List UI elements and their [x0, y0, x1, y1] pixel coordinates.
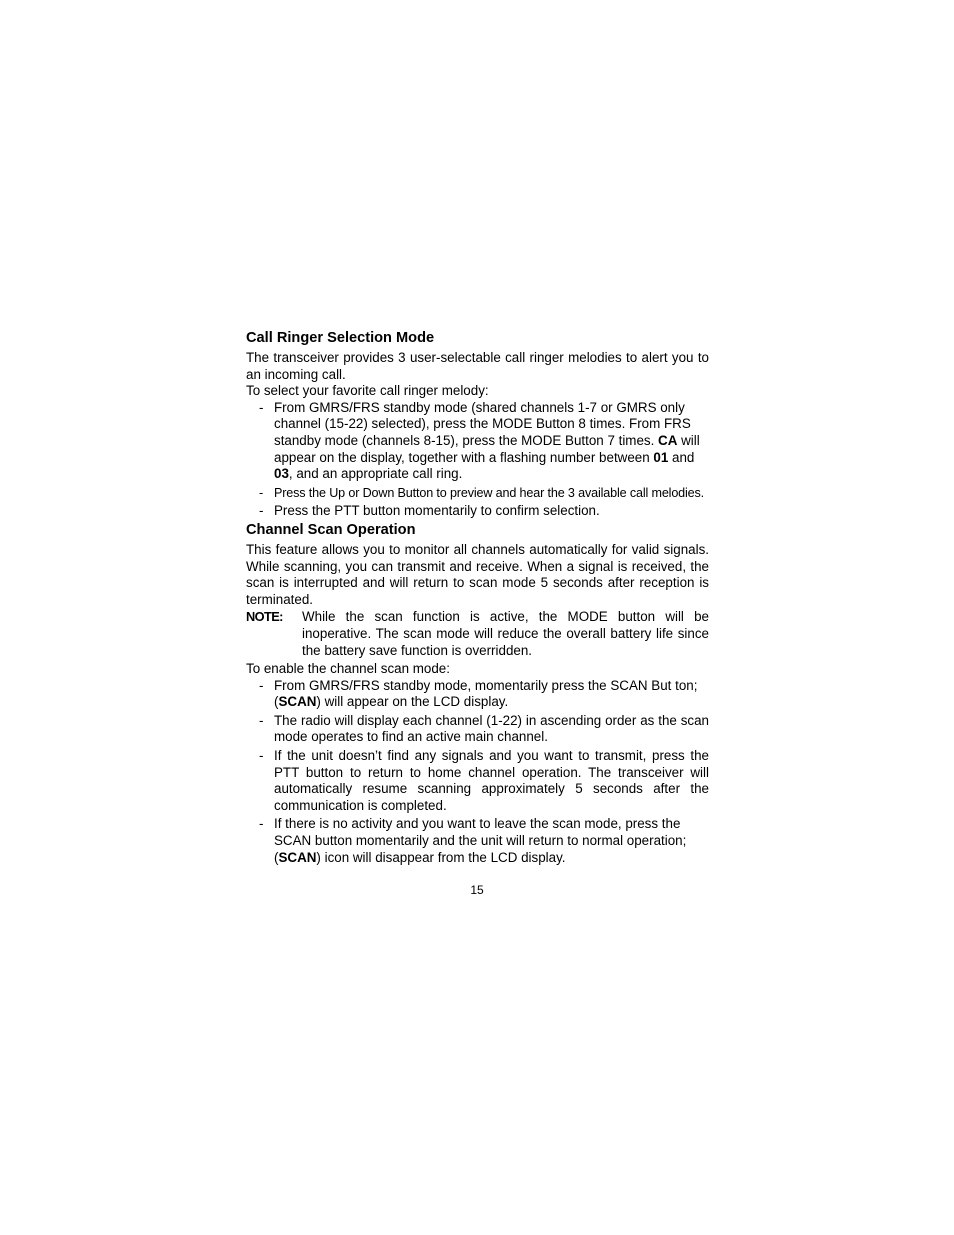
step-text: , and an appropriate call ring. — [288, 466, 463, 482]
step-text: will appear on the display, together with a flashing number between — [274, 432, 700, 465]
call-ringer-intro: The transceiver provides 3 user-selectable call ringer melodies to alert you to an incoming call. — [246, 350, 709, 382]
list-item: - Press the Up or Down Button to preview and hear the 3 available call melodies. — [246, 485, 709, 502]
list-item — [246, 678, 709, 711]
section-title-call-ringer: Call Ringer Selection Mode — [246, 330, 435, 346]
display-code-01: 01 — [653, 449, 669, 465]
page-content — [246, 330, 709, 868]
step-text: and — [668, 449, 695, 465]
channel-scan-steps — [246, 678, 709, 867]
display-code-scan: SCAN — [278, 694, 317, 710]
list-item — [246, 816, 709, 866]
note-block — [246, 609, 709, 659]
list-item: - Press the PTT button momentarily to confirm selection. — [246, 503, 709, 520]
list-item: - The radio will display each channel (1-22) in ascending order as the scan mode operates to find an active main channel. — [246, 713, 709, 746]
note-label: NOTE: — [246, 609, 283, 625]
section-title-channel-scan: Channel Scan Operation — [246, 521, 416, 538]
call-ringer-lead: To select your favorite call ringer melody: — [246, 383, 489, 399]
channel-scan-intro: This feature allows you to monitor all channels automatically for valid signals. While scanning, you can transmit and receive. When a signal is received, the scan is interrupted and will return to scan mode 5 seconds after reception is terminated. — [246, 541, 709, 607]
call-ringer-steps — [246, 400, 709, 520]
step-text: ) icon will disappear from the LCD display. — [316, 849, 566, 865]
step-text: From GMRS/FRS standby mode, momentarily press the SCAN But ton; ( — [274, 677, 698, 710]
display-code-03: 03 — [274, 466, 289, 482]
list-item: - If the unit doesn’t find any signals and you want to transmit, press the PTT button to return to home channel operation. The transceiver will automatically resume scanning approximately 5 seconds after the communication is completed. — [246, 748, 709, 814]
page-number: 15 — [470, 883, 484, 897]
note-text: While the scan function is active, the MODE button will be inoperative. The scan mode will reduce the overall battery life since the battery save function is overridden. — [302, 609, 709, 658]
step-text: If there is no activity and you want to leave the scan mode, press the SCAN button momentarily and the unit will return to normal operation; ( — [274, 816, 687, 865]
step-text: From GMRS/FRS standby mode (shared channels 1-7 or GMRS only channel (15-22) selected), press the MODE Button 8 times. From FRS standby mode (channels 8-15), press the MODE Button 7 times. — [274, 399, 691, 448]
display-code-ca: CA — [658, 432, 678, 448]
list-item — [246, 400, 709, 483]
display-code-scan: SCAN — [278, 849, 317, 865]
channel-scan-lead: To enable the channel scan mode: — [246, 661, 450, 677]
step-text: ) will appear on the LCD display. — [316, 694, 509, 710]
